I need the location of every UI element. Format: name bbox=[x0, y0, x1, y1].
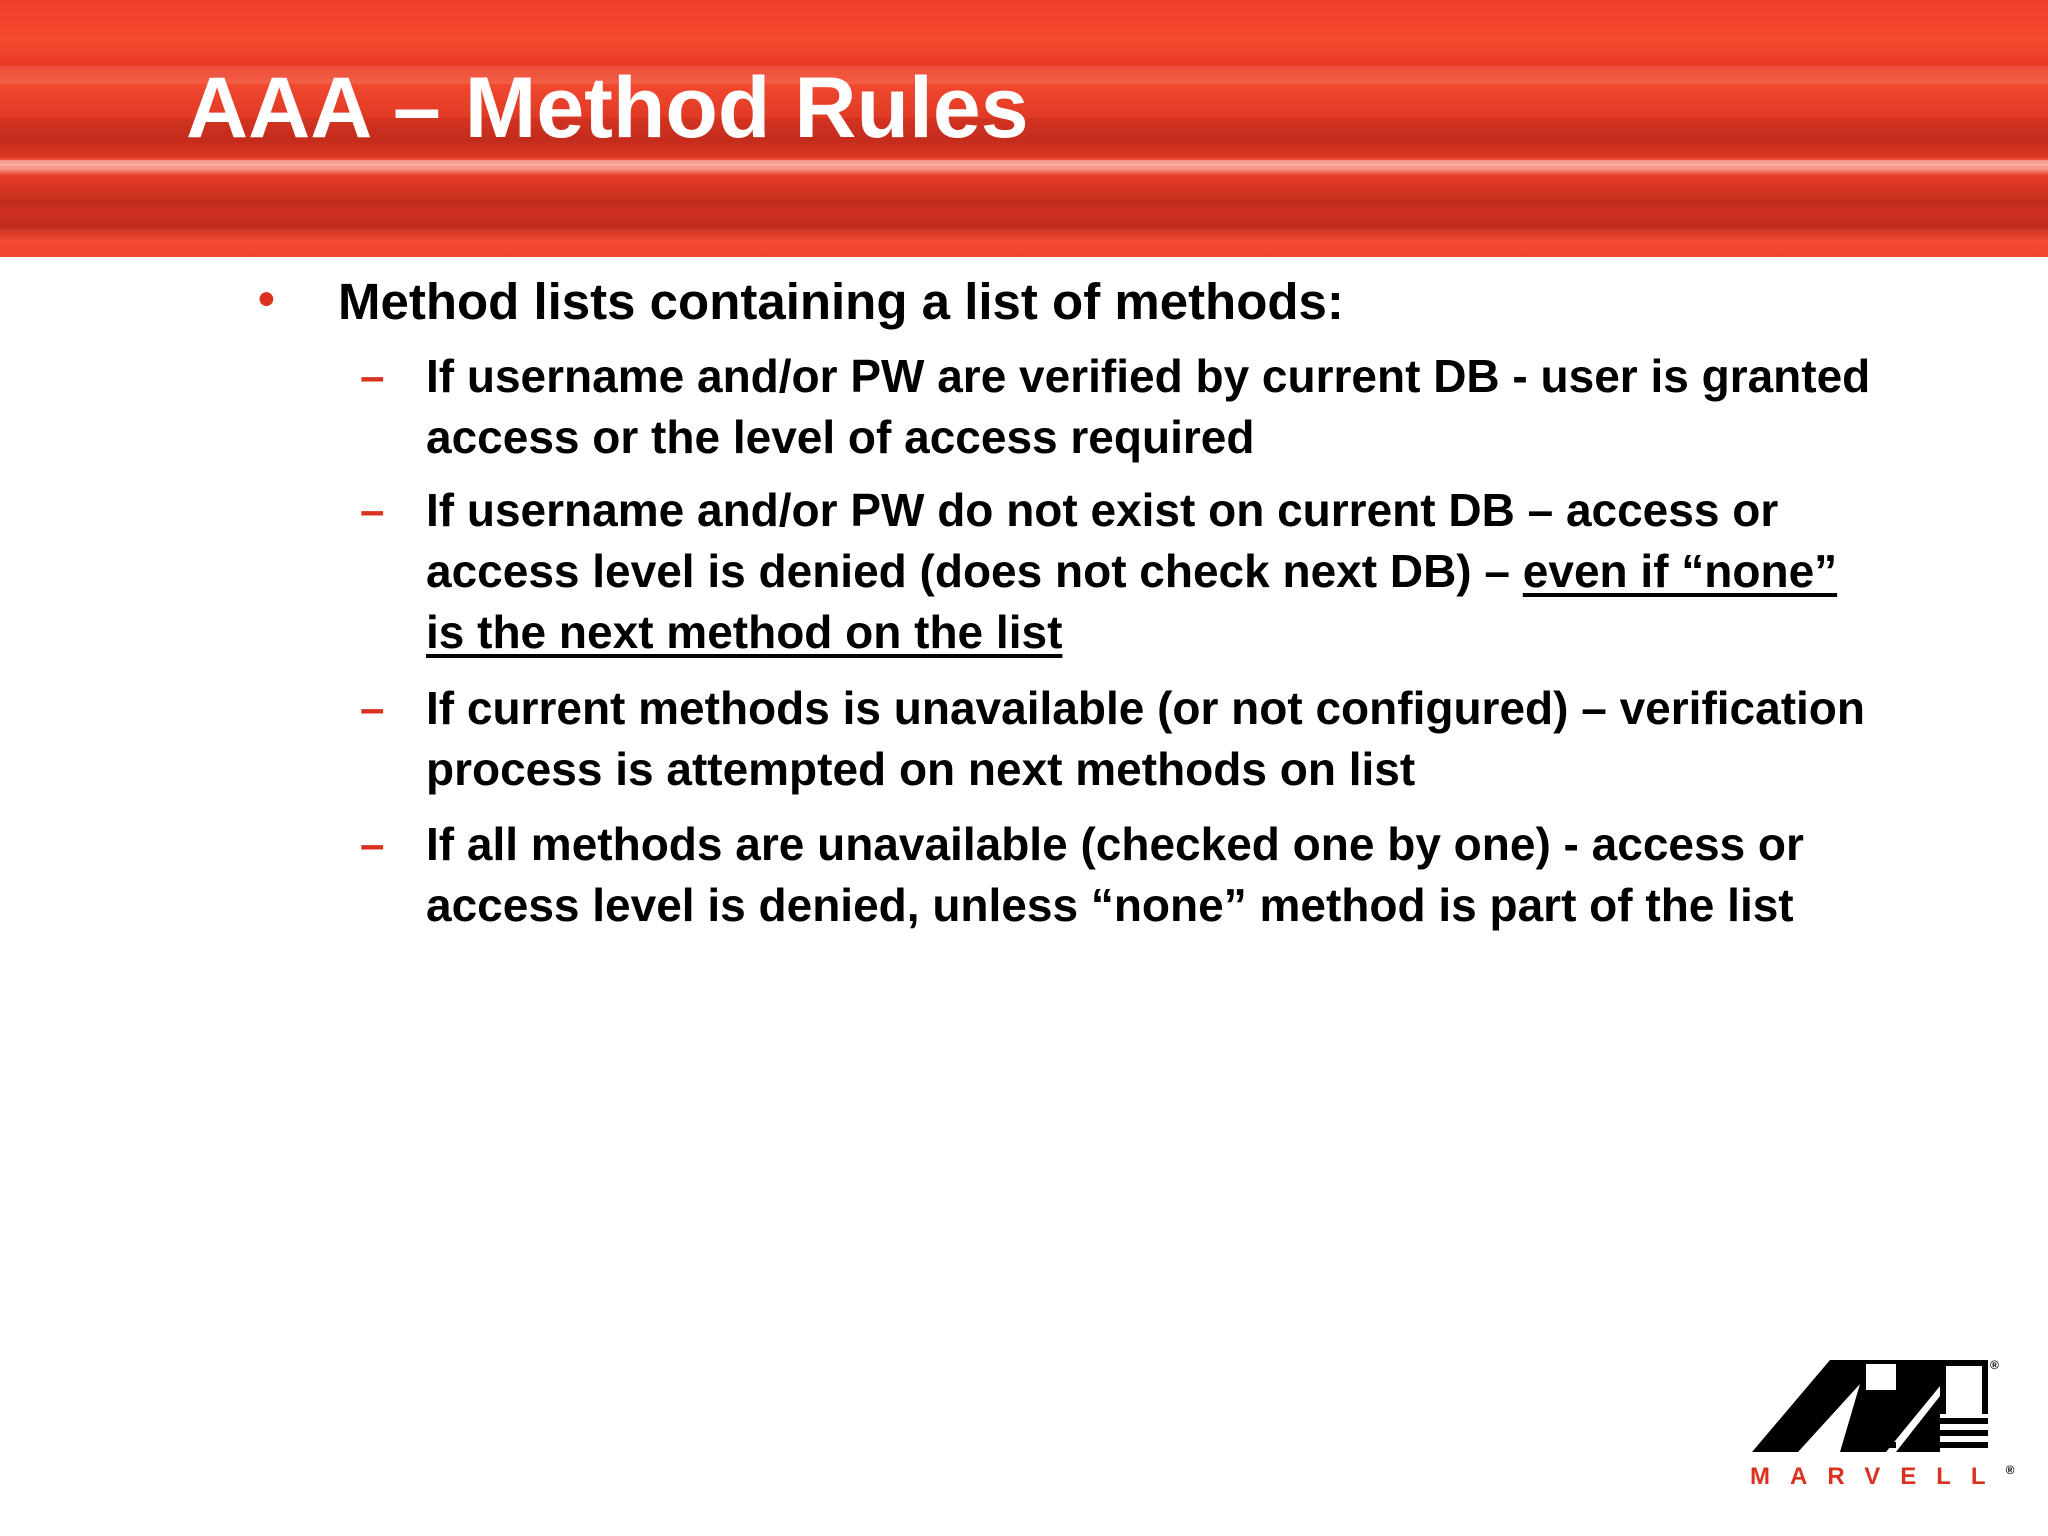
logo-registered-mark: ® bbox=[1990, 1358, 1999, 1372]
logo-left-stroke bbox=[1752, 1360, 1860, 1452]
logo-right-post bbox=[1982, 1360, 1988, 1414]
bullet-marker: • bbox=[258, 273, 275, 326]
logo-top-right-bar bbox=[1940, 1360, 1988, 1366]
sub-bullet-text: If current methods is unavailable (or not configured) – verification process is attempted on next methods on list bbox=[426, 682, 1866, 795]
dash-marker: – bbox=[360, 684, 385, 733]
logo-wordmark-registered: ® bbox=[2005, 1463, 2015, 1477]
header-banner bbox=[0, 0, 2048, 257]
banner-stripe bbox=[0, 160, 2048, 166]
main-bullet bbox=[258, 268, 1958, 338]
logo-top-left-bar bbox=[1830, 1360, 1860, 1366]
logo-wordmark-text: MARVELL bbox=[1750, 1463, 2006, 1490]
logo-white-box bbox=[1866, 1364, 1896, 1390]
slide-title: AAA – Method Rules bbox=[186, 60, 1029, 156]
logo-stripe bbox=[1940, 1418, 1988, 1424]
dash-marker: – bbox=[360, 352, 385, 401]
dash-marker: – bbox=[360, 486, 385, 535]
logo-stripe bbox=[1850, 1418, 1896, 1424]
main-bullet-text: Method lists containing a list of methods: bbox=[338, 273, 1344, 330]
sub-bullet-text: If username and/or PW are verified by current DB - user is granted access or the level of access required bbox=[426, 350, 1871, 463]
logo-wordmark bbox=[1750, 1462, 2015, 1495]
banner-stripe bbox=[0, 200, 2048, 228]
sub-bullet-text bbox=[426, 480, 1886, 663]
logo-stripe bbox=[1940, 1430, 1988, 1436]
sub-bullet-text: If all methods are unavailable (checked one by one) - access or access level is denied, unless “none” method is part of the list bbox=[426, 818, 1804, 931]
logo-stripe bbox=[1940, 1442, 1988, 1448]
logo-right-post bbox=[1940, 1360, 1946, 1414]
logo-stripe bbox=[1850, 1430, 1896, 1436]
sub-bullet-text-plain: If username and/or PW do not exist on current DB – access or access level is denied (does not check next DB) – bbox=[426, 484, 1779, 597]
logo-stripe bbox=[1850, 1442, 1896, 1448]
dash-marker: – bbox=[360, 820, 385, 869]
sub-bullet-text-underlined: even if “none” is the next method on the list bbox=[426, 545, 1838, 658]
logo-right-box bbox=[1946, 1366, 1982, 1412]
